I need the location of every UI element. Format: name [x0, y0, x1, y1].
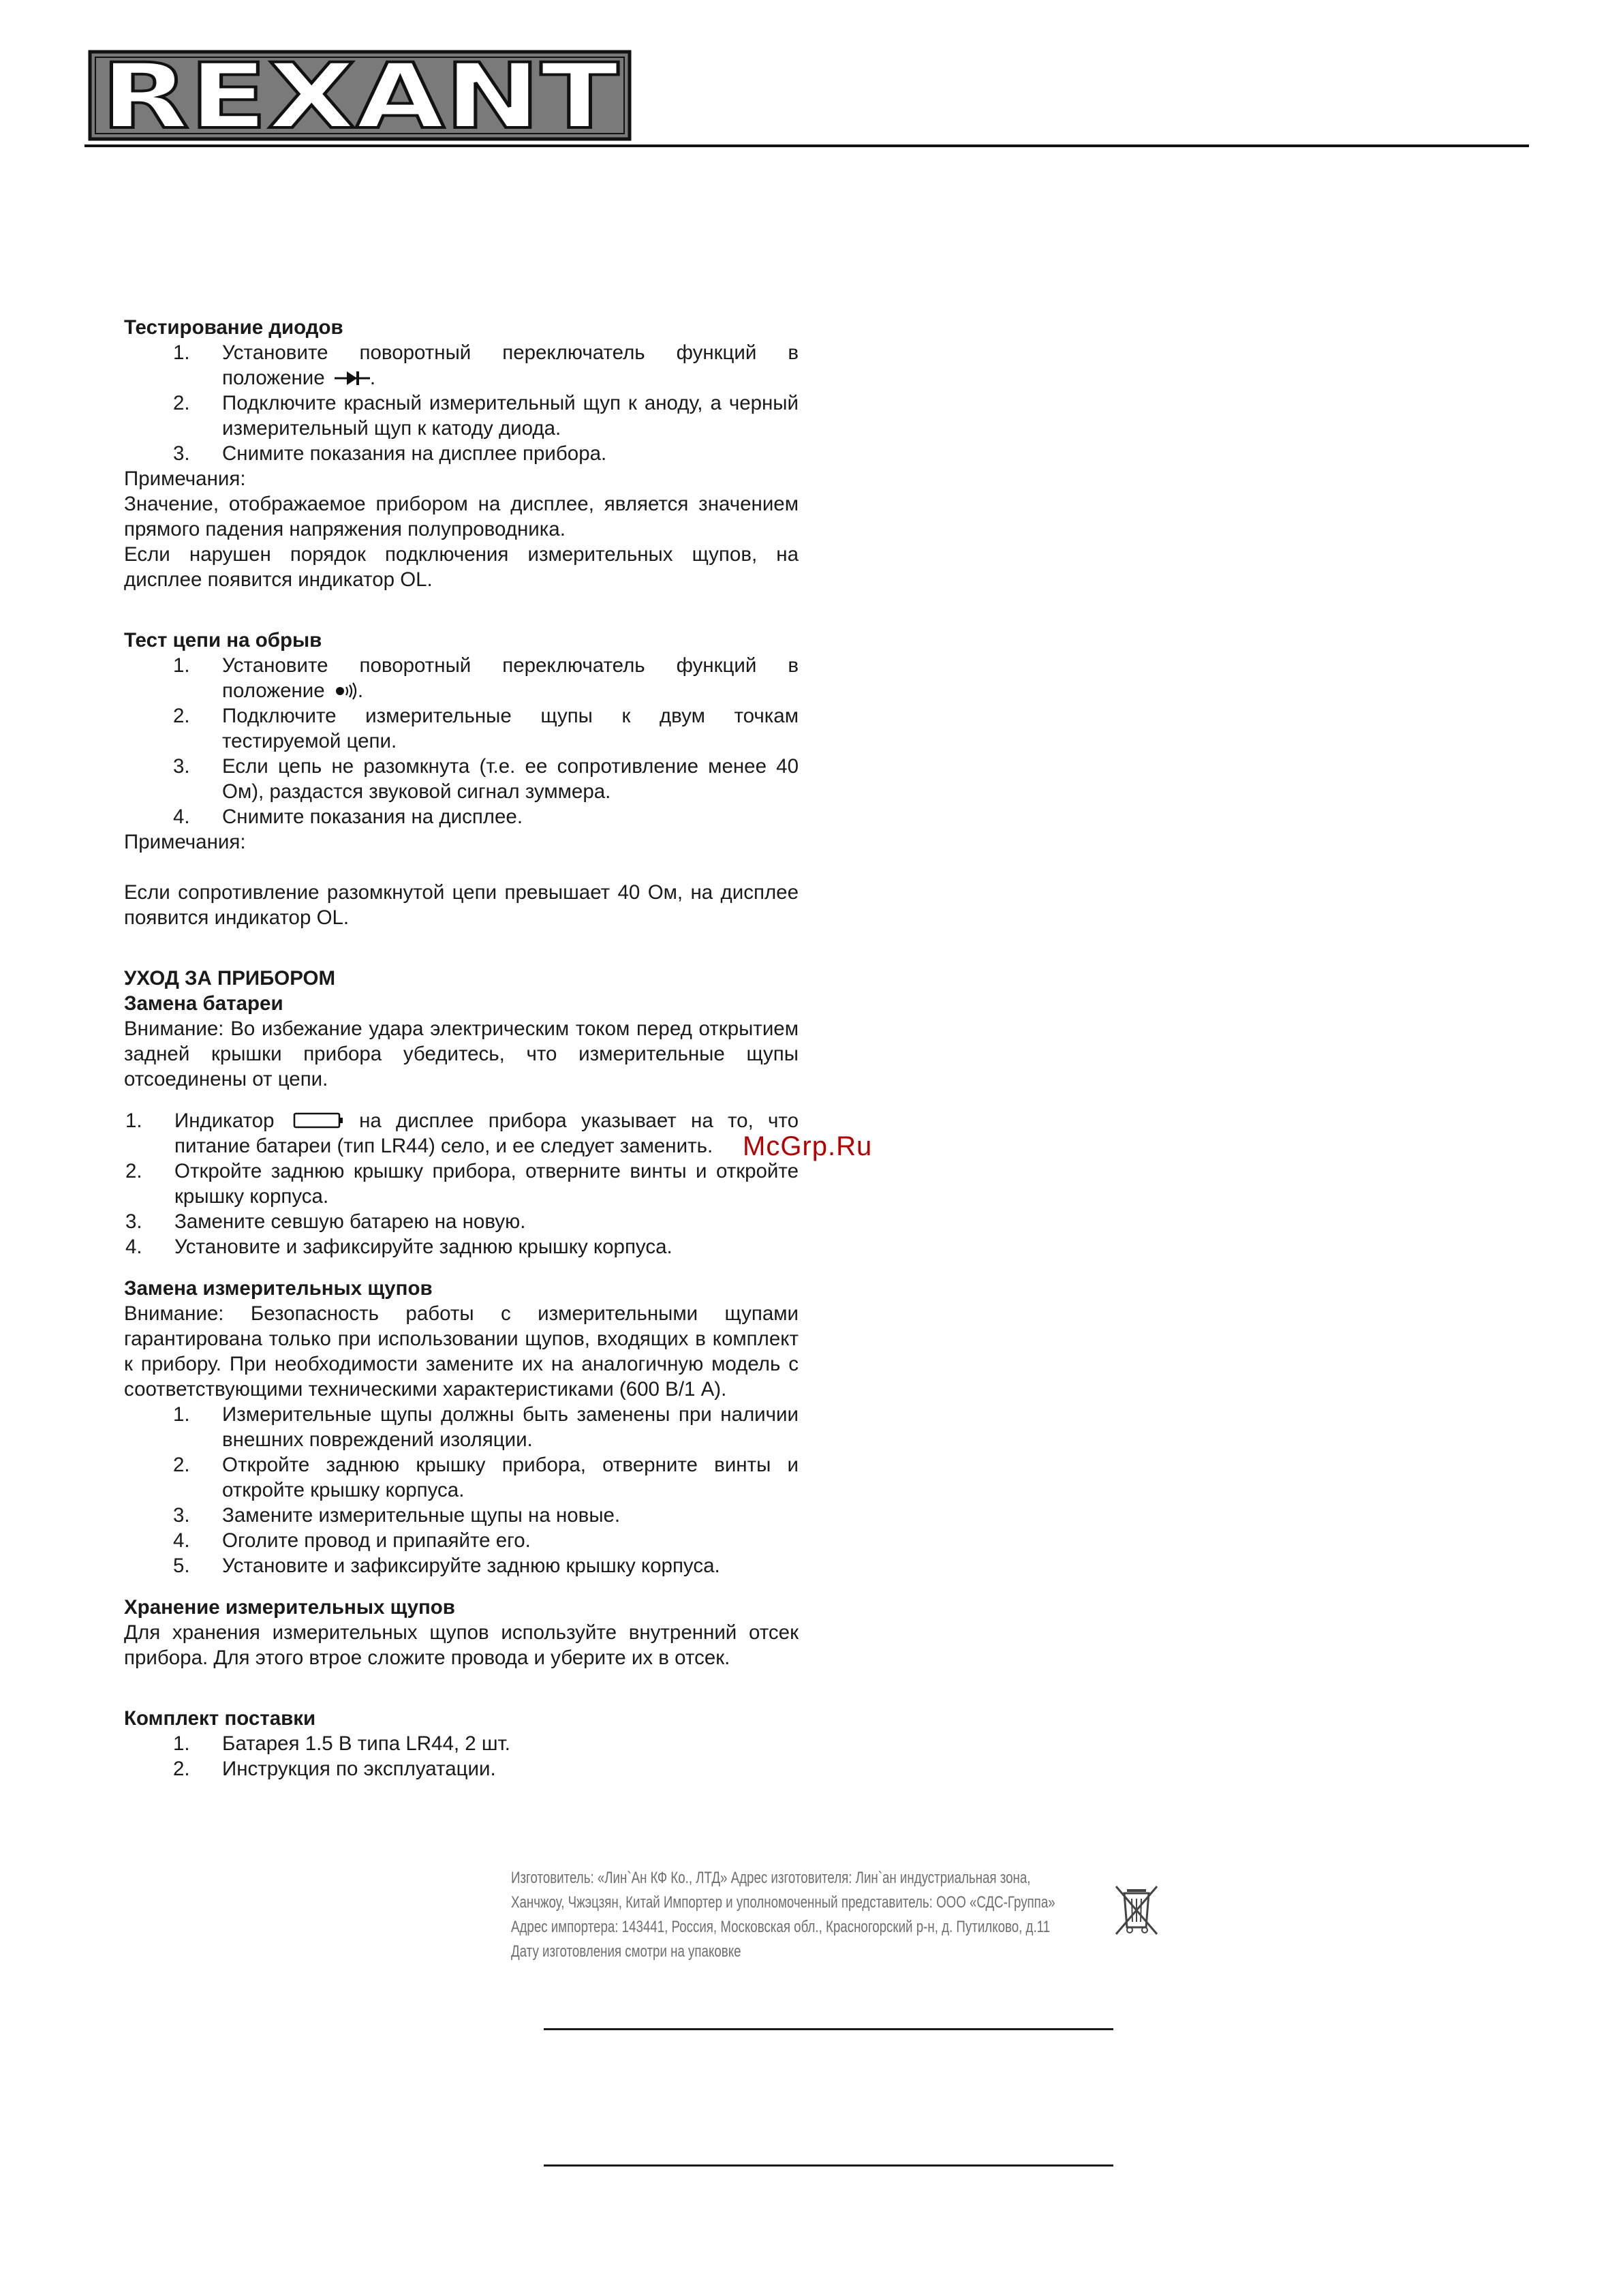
list-item: 1. Индикатор на дисплее прибора указывает на то, что питание батареи (тип LR44) село, и ее следует заменить. [125, 1109, 799, 1157]
list-item: 1. Измерительные щупы должны быть заменены при наличии внешних повреждений изоляции. [173, 1403, 799, 1451]
rexant-logo [87, 48, 632, 143]
notes-label: Примечания: [124, 468, 246, 490]
list-item: 3. Замените измерительные щупы на новые. [173, 1504, 621, 1527]
section-title-diodes: Тестирование диодов [124, 316, 343, 339]
header-rule [84, 144, 1529, 147]
manufacturer-info: Изготовитель: «Лин`Ан КФ Ко., ЛТД» Адрес изготовителя: Лин`ан индустриальная зона, Ханчжоу, Чжэцзян, Китай Импортер и уполномоченный представитель: ООО «СДС-Группа» Адрес импортера: 143441, Россия, Московская обл., Красногорский р-н, д. Путилково, д.11 Дату изготовления смотри на упаковке [511, 1869, 1055, 1961]
separator-line [544, 2028, 1113, 2030]
diode-icon [335, 369, 370, 387]
list-item: 1. Установите поворотный переключатель функций в положение . [173, 654, 799, 702]
list-item: 2. Подключите красный измерительный щуп к аноду, а черный измерительный щуп к катоду диода. [173, 392, 799, 440]
list-item: 1. Установите поворотный переключатель функций в положение . [173, 341, 799, 389]
main-content [124, 315, 799, 1781]
note-text: Значение, отображаемое прибором на дисплее, является значением прямого падения напряжения полупроводника. [124, 493, 799, 540]
notes-label: Примечания: [124, 831, 246, 853]
list-item: 2. Подключите измерительные щупы к двум точкам тестируемой цепи. [173, 705, 799, 752]
separator-line [544, 2164, 1113, 2167]
list-item: 4. Установите и зафиксируйте заднюю крышку корпуса. [125, 1236, 673, 1258]
section-title-continuity: Тест цепи на обрыв [124, 629, 322, 652]
list-item: 3. Снимите показания на дисплее прибора. [173, 442, 607, 465]
warning-text: Внимание: Во избежание удара электрическим током перед открытием задней крышки прибора убедитесь, что измерительные щупы отсоединены от цепи. [124, 1017, 799, 1090]
storage-text: Для хранения измерительных щупов используйте внутренний отсек прибора. Для этого втрое сложите провода и уберите их в отсек. [124, 1621, 799, 1669]
warning-text: Внимание: Безопасность работы с измерительными щупами гарантирована только при использовании щупов, входящих в комплект к прибору. При необходимости замените их на аналогичную модель с соответствующими техническими характеристиками (600 В/1 А). [124, 1302, 799, 1400]
list-item: 5. Установите и зафиксируйте заднюю крышку корпуса. [173, 1555, 720, 1577]
list-item: 3. Замените севшую батарею на новую. [125, 1210, 526, 1233]
list-item: 1. Батарея 1.5 В типа LR44, 2 шт. [173, 1732, 510, 1755]
crossed-bin-icon [1112, 1882, 1161, 1937]
note-text: Если сопротивление разомкнутой цепи превышает 40 Ом, на дисплее появится индикатор OL. [124, 881, 799, 929]
watermark: McGrp.Ru [743, 1131, 873, 1161]
note-text: Если нарушен порядок подключения измерительных щупов, на дисплее появится индикатор OL. [124, 543, 799, 591]
list-item: 2. Откройте заднюю крышку прибора, отверните винты и откройте крышку корпуса. [173, 1454, 799, 1501]
list-item: 3. Если цепь не разомкнута (т.е. ее сопротивление менее 40 Ом), раздастся звуковой сигнал зуммера. [173, 755, 799, 803]
buzzer-icon [335, 682, 358, 700]
logo-text: REXANT [101, 48, 619, 143]
list-item: 4. Оголите провод и припаяйте его. [173, 1529, 531, 1552]
subsection-title-battery: Замена батареи [124, 992, 283, 1015]
subsection-title-probes: Замена измерительных щупов [124, 1277, 433, 1300]
section-title-care: УХОД ЗА ПРИБОРОМ [124, 967, 336, 990]
subsection-title-storage: Хранение измерительных щупов [124, 1596, 455, 1619]
list-item: 2. Откройте заднюю крышку прибора, отверните винты и откройте крышку корпуса. [125, 1160, 799, 1208]
list-item: 2. Инструкция по эксплуатации. [173, 1758, 496, 1780]
section-title-kit: Комплект поставки [124, 1707, 316, 1730]
list-item: 4. Снимите показания на дисплее. [173, 806, 523, 828]
battery-icon [293, 1111, 345, 1130]
